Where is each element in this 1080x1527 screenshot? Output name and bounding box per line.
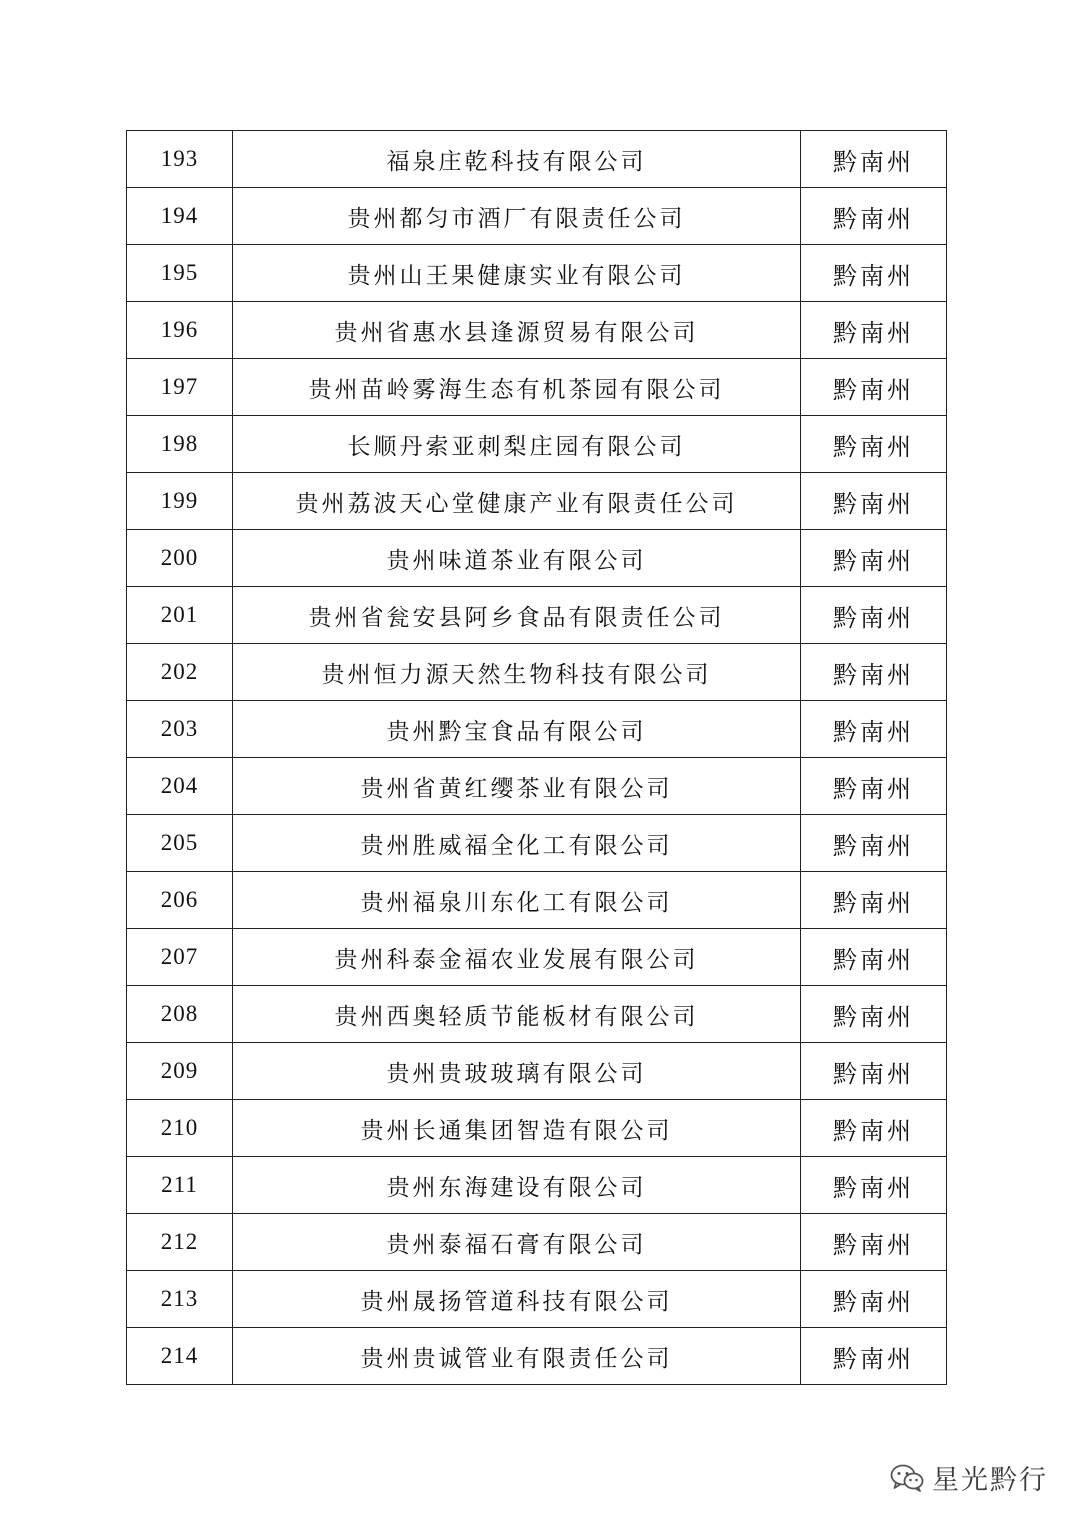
region-cell: 黔南州	[801, 1271, 947, 1328]
region-cell: 黔南州	[801, 473, 947, 530]
region-cell: 黔南州	[801, 701, 947, 758]
company-name-cell: 贵州晟扬管道科技有限公司	[233, 1271, 801, 1328]
table-row	[127, 872, 947, 929]
row-number-cell: 201	[127, 587, 233, 644]
company-name-cell: 贵州都匀市酒厂有限责任公司	[233, 188, 801, 245]
company-name-cell: 贵州胜威福全化工有限公司	[233, 815, 801, 872]
watermark	[890, 1458, 1048, 1497]
region-cell: 黔南州	[801, 1157, 947, 1214]
row-number-cell: 212	[127, 1214, 233, 1271]
region-cell: 黔南州	[801, 587, 947, 644]
region-cell: 黔南州	[801, 530, 947, 587]
row-number-cell: 207	[127, 929, 233, 986]
row-number-cell: 206	[127, 872, 233, 929]
row-number-cell: 205	[127, 815, 233, 872]
region-cell: 黔南州	[801, 929, 947, 986]
region-cell: 黔南州	[801, 758, 947, 815]
row-number-cell: 204	[127, 758, 233, 815]
table-body	[127, 131, 947, 1385]
row-number-cell: 202	[127, 644, 233, 701]
table-row	[127, 1157, 947, 1214]
table-row	[127, 416, 947, 473]
table-row	[127, 359, 947, 416]
company-name-cell: 贵州贵玻玻璃有限公司	[233, 1043, 801, 1100]
row-number-cell: 197	[127, 359, 233, 416]
row-number-cell: 200	[127, 530, 233, 587]
company-table	[126, 130, 947, 1385]
table-row	[127, 815, 947, 872]
company-name-cell: 贵州省惠水县逢源贸易有限公司	[233, 302, 801, 359]
company-name-cell: 长顺丹索亚刺梨庄园有限公司	[233, 416, 801, 473]
row-number-cell: 198	[127, 416, 233, 473]
row-number-cell: 196	[127, 302, 233, 359]
company-name-cell: 贵州黔宝食品有限公司	[233, 701, 801, 758]
row-number-cell: 209	[127, 1043, 233, 1100]
company-name-cell: 贵州味道茶业有限公司	[233, 530, 801, 587]
row-number-cell: 203	[127, 701, 233, 758]
table-row	[127, 758, 947, 815]
table-row	[127, 644, 947, 701]
company-name-cell: 贵州省黄红缨茶业有限公司	[233, 758, 801, 815]
row-number-cell: 211	[127, 1157, 233, 1214]
table-row	[127, 1214, 947, 1271]
region-cell: 黔南州	[801, 1043, 947, 1100]
company-name-cell: 贵州省瓮安县阿乡食品有限责任公司	[233, 587, 801, 644]
region-cell: 黔南州	[801, 245, 947, 302]
company-name-cell: 贵州山王果健康实业有限公司	[233, 245, 801, 302]
region-cell: 黔南州	[801, 872, 947, 929]
table-row	[127, 1043, 947, 1100]
company-name-cell: 贵州长通集团智造有限公司	[233, 1100, 801, 1157]
table-row	[127, 1271, 947, 1328]
watermark-text: 星光黔行	[932, 1465, 1048, 1496]
table-row	[127, 245, 947, 302]
table-row	[127, 188, 947, 245]
company-name-cell: 贵州泰福石膏有限公司	[233, 1214, 801, 1271]
region-cell: 黔南州	[801, 1328, 947, 1385]
table-row	[127, 131, 947, 188]
region-cell: 黔南州	[801, 1100, 947, 1157]
region-cell: 黔南州	[801, 986, 947, 1043]
company-name-cell: 贵州苗岭雾海生态有机茶园有限公司	[233, 359, 801, 416]
table-row	[127, 302, 947, 359]
region-cell: 黔南州	[801, 302, 947, 359]
table-row	[127, 1328, 947, 1385]
row-number-cell: 208	[127, 986, 233, 1043]
region-cell: 黔南州	[801, 1214, 947, 1271]
region-cell: 黔南州	[801, 644, 947, 701]
row-number-cell: 194	[127, 188, 233, 245]
table-row	[127, 986, 947, 1043]
company-name-cell: 贵州恒力源天然生物科技有限公司	[233, 644, 801, 701]
company-name-cell: 贵州贵诚管业有限责任公司	[233, 1328, 801, 1385]
company-name-cell: 贵州福泉川东化工有限公司	[233, 872, 801, 929]
region-cell: 黔南州	[801, 815, 947, 872]
table-row	[127, 473, 947, 530]
row-number-cell: 213	[127, 1271, 233, 1328]
row-number-cell: 199	[127, 473, 233, 530]
row-number-cell: 193	[127, 131, 233, 188]
row-number-cell: 210	[127, 1100, 233, 1157]
table-row	[127, 530, 947, 587]
table-row	[127, 1100, 947, 1157]
region-cell: 黔南州	[801, 188, 947, 245]
company-name-cell: 福泉庄乾科技有限公司	[233, 131, 801, 188]
table-row	[127, 587, 947, 644]
row-number-cell: 195	[127, 245, 233, 302]
region-cell: 黔南州	[801, 131, 947, 188]
company-name-cell: 贵州东海建设有限公司	[233, 1157, 801, 1214]
row-number-cell: 214	[127, 1328, 233, 1385]
company-name-cell: 贵州荔波天心堂健康产业有限责任公司	[233, 473, 801, 530]
company-name-cell: 贵州科泰金福农业发展有限公司	[233, 929, 801, 986]
table-row	[127, 701, 947, 758]
wechat-icon	[890, 1464, 924, 1492]
region-cell: 黔南州	[801, 359, 947, 416]
company-name-cell: 贵州西奥轻质节能板材有限公司	[233, 986, 801, 1043]
table-row	[127, 929, 947, 986]
region-cell: 黔南州	[801, 416, 947, 473]
